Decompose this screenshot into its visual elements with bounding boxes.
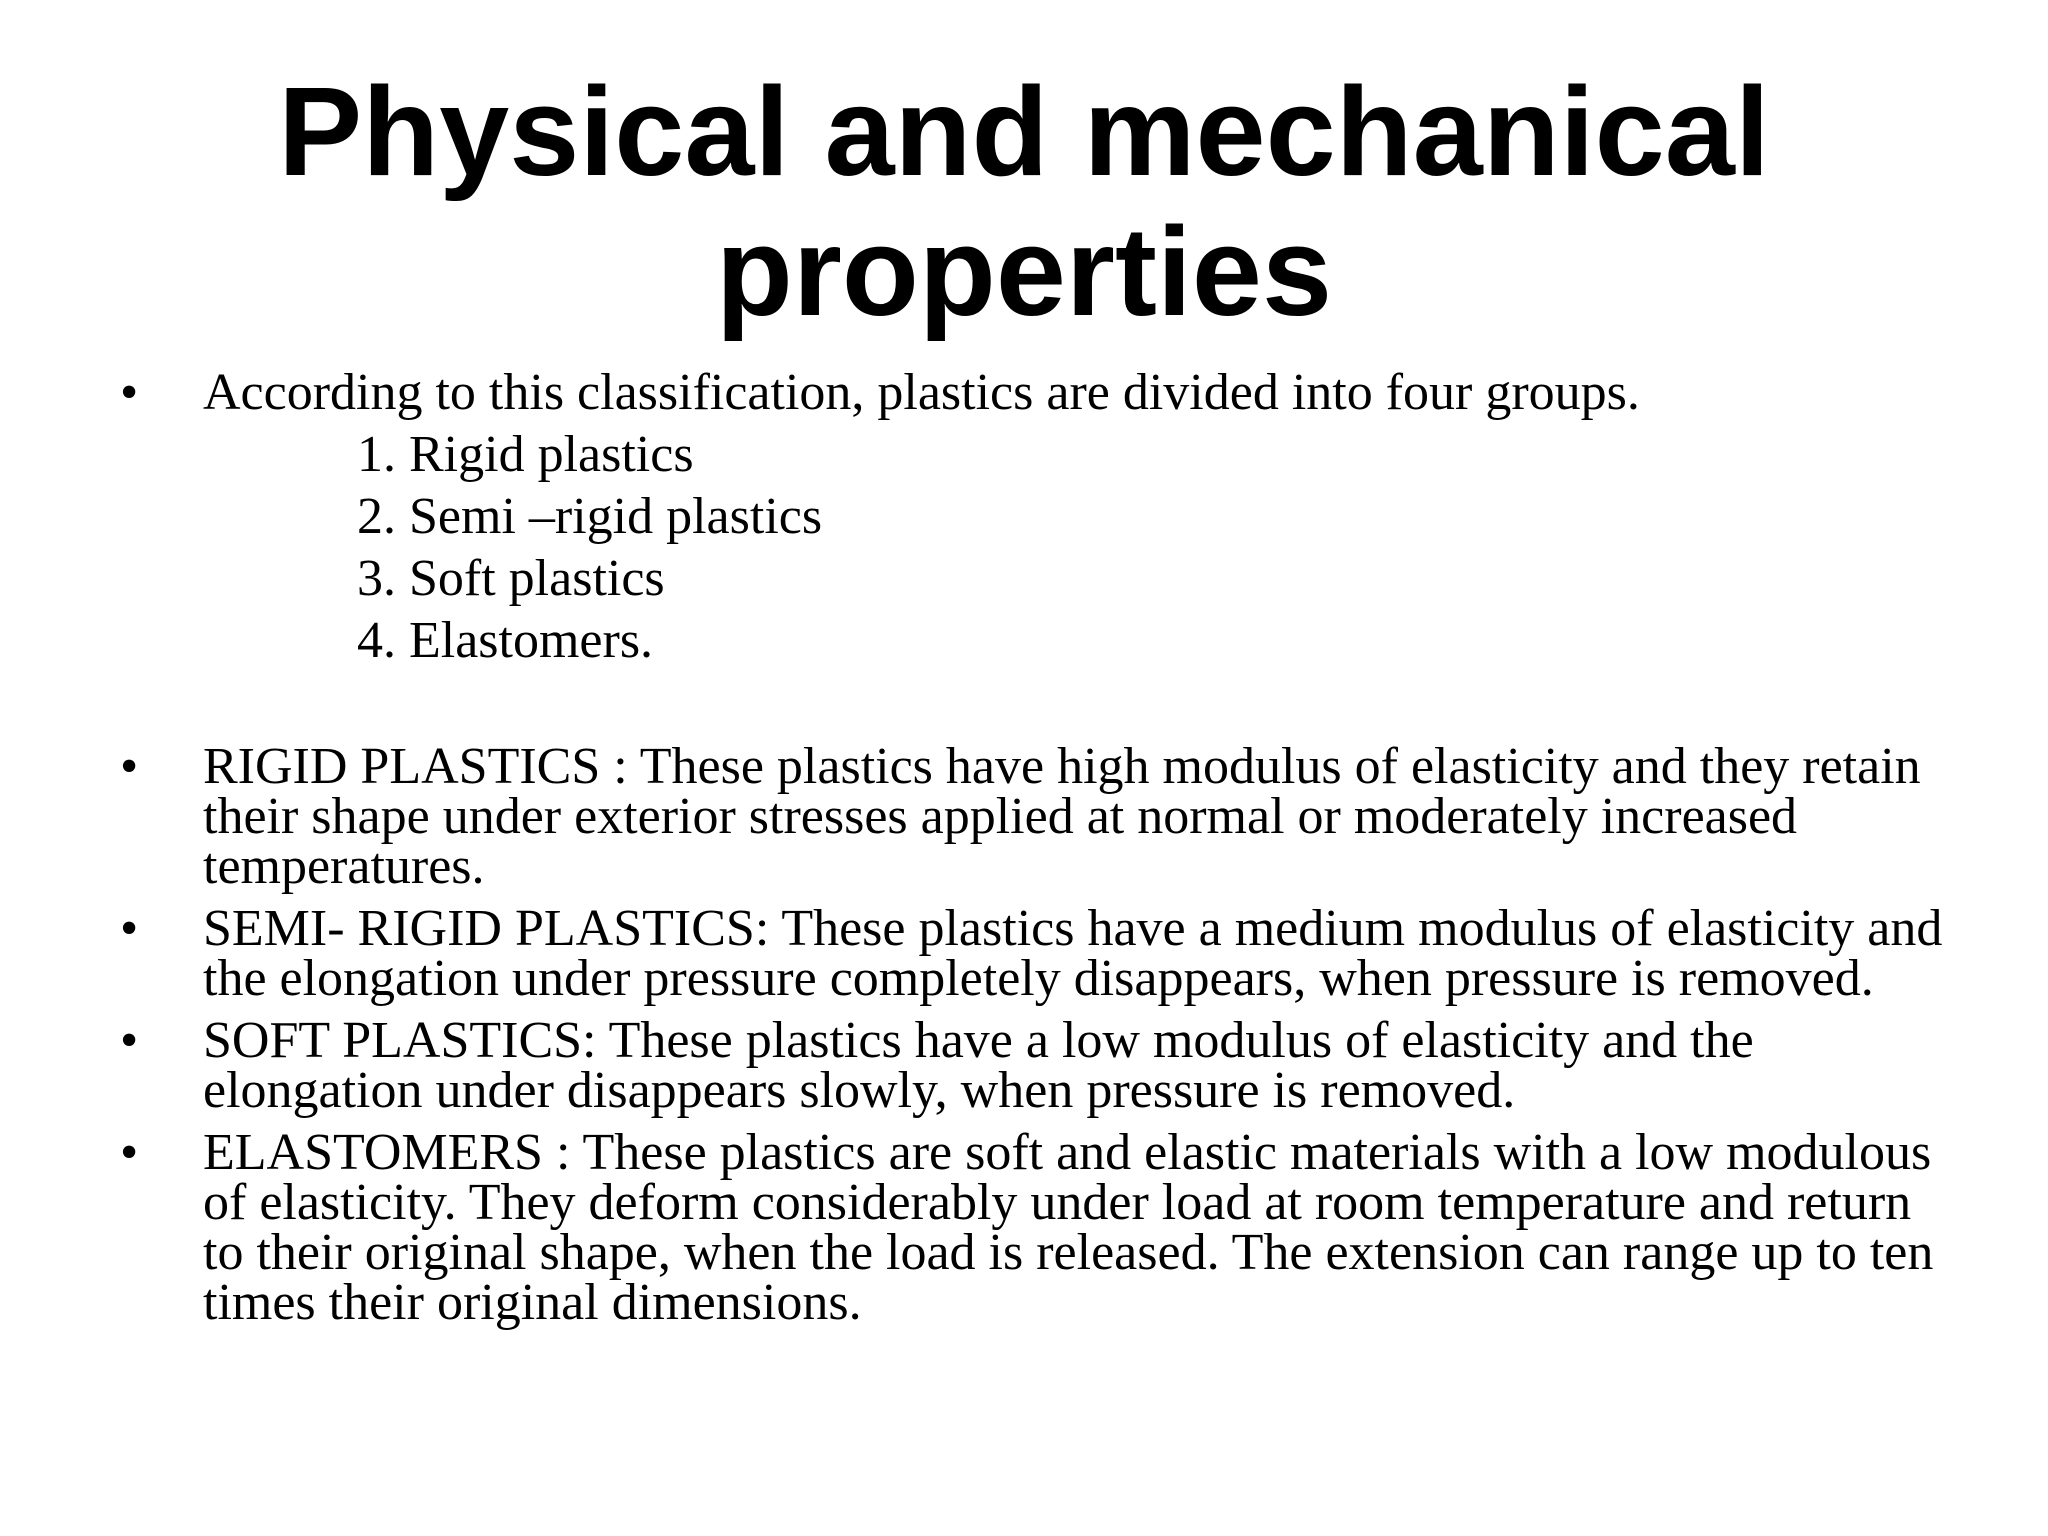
definition-line: times their original dimensions. [203,1274,862,1331]
slide-title [0,62,2048,342]
definition-line: the elongation under pressure completely disappears, when pressure is removed. [203,950,1874,1007]
group-item: 3. Soft plastics [357,550,665,607]
group-item: 2. Semi –rigid plastics [357,488,823,545]
definition-line: of elasticity. They deform considerably under load at room temperature and return [203,1174,1912,1231]
slide-title-line: properties [715,201,1333,342]
definition-text [203,738,1963,895]
bullet-icon: • [120,1124,139,1181]
bullet-icon: • [120,900,139,957]
definition-text [203,900,1963,1007]
definition-line: temperatures. [203,838,485,895]
group-item: 1. Rigid plastics [357,426,694,483]
definition-text [203,1012,1963,1119]
bullet-icon: • [120,1012,139,1069]
definition-line: their shape under exterior stresses applied at normal or moderately increased [203,788,1798,845]
definition-line: ELASTOMERS : These plastics are soft and elastic materials with a low modulous [203,1124,1932,1181]
definition-line: SEMI- RIGID PLASTICS: These plastics have a medium modulus of elasticity and [203,900,1943,957]
group-item: 4. Elastomers. [357,612,654,669]
slide-title-line: Physical and mechanical [278,61,1770,202]
bullet-icon: • [120,738,139,795]
bullet-icon: • [120,364,139,421]
definition-line: RIGID PLASTICS : These plastics have high modulus of elasticity and they retain [203,738,1921,795]
intro-text: According to this classification, plastics are divided into four groups. [203,364,1640,421]
definition-line: to their original shape, when the load is released. The extension can range up to ten [203,1224,1934,1281]
definition-line: SOFT PLASTICS: These plastics have a low modulus of elasticity and the [203,1012,1754,1069]
definition-text [203,1124,1963,1331]
definition-line: elongation under disappears slowly, when pressure is removed. [203,1062,1516,1119]
